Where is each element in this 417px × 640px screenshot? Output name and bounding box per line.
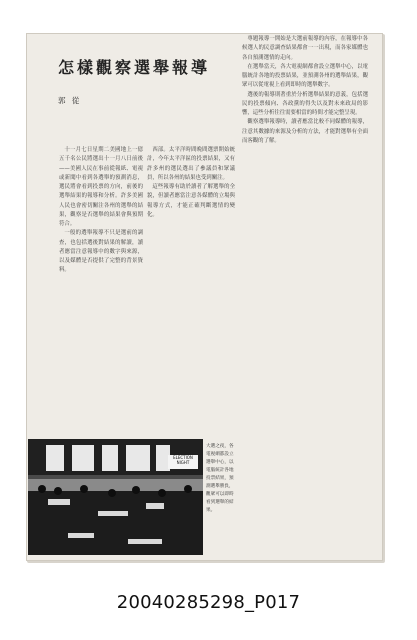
photo-highlight — [146, 503, 164, 509]
text-column-right — [242, 35, 368, 557]
article-author: 郭 從 — [58, 96, 82, 105]
results-board — [102, 445, 118, 471]
paragraph: 十一月七日星期二美國地上一億五千名公民將選出十一月八日前後——美國人民在事前從報紙、電視或新聞中看到各選舉的預測消息，選民將會看到投票的方向，前後的選舉結果的報導和分析。許多美國人民也會密切關注各州的選舉的結果，觀察是否選舉的結果會與預期符合。 — [59, 147, 143, 227]
paragraph: 觀察選舉報導時，讀者應當比較不同媒體的報導，注意其數據的來源及分析的方法，才能對選舉有全面而客觀的了解。 — [242, 119, 368, 144]
paragraph: 西部。太平洋時間晚間選票開始統計，今年太平洋區的投票結果，又有許多州的選民選出了參議員和眾議員，所以各州的結果也受到關注。 — [147, 147, 235, 181]
results-board — [126, 445, 150, 471]
photo-highlight — [68, 533, 94, 538]
photo-highlight — [128, 539, 162, 544]
magazine-page — [26, 33, 383, 561]
election-night-photo — [28, 439, 203, 555]
photo-highlight — [98, 511, 128, 516]
page-identifier: 20040285298_P017 — [116, 592, 301, 613]
paragraph: 在選舉當天，各大電視網都會設立選舉中心，以電腦統計各地的投票結果，並預測各州的選舉結果，觀眾可以從電視上看到即時的選舉數字。 — [242, 63, 368, 89]
election-night-sign: ELECTION NIGHT — [168, 455, 198, 469]
paragraph: 這些報導有助於讀者了解選舉的全貌，但讀者應當注意各媒體的立場與報導方式，才能正確判斷選情的變化。 — [147, 184, 235, 218]
results-board — [46, 445, 64, 471]
article-title: 怎樣觀察選舉報導 — [58, 58, 211, 77]
photo-highlight — [48, 499, 70, 505]
text-column-left — [59, 146, 143, 428]
photo-caption: 大選之夜，各電視網都設立選舉中心，以電腦統計各地投票結果，預測選舉勝負，觀眾可以即時看到選舉的結果。 — [206, 444, 234, 513]
paragraph: 一般的選舉報導不只是選前的調查，也包括選後對結果的解讀，讀者應當注意報導中的數字與來源，以及媒體是否提供了完整的背景資料。 — [59, 230, 143, 274]
paragraph: 專題報導一開始是大選前報導的內容，在報導中各候選人的民意調查結果都會一一出現，而各家媒體也各自預測選情的走向。 — [242, 36, 368, 61]
paragraph: 選後的報導則著重於分析選舉結果的意義，包括選民的投票傾向、各政黨的得失以及對未來政局的影響，這些分析往往需要相當的時間才能完整呈現。 — [242, 91, 368, 116]
text-column-middle — [147, 146, 235, 428]
results-board — [72, 445, 94, 471]
